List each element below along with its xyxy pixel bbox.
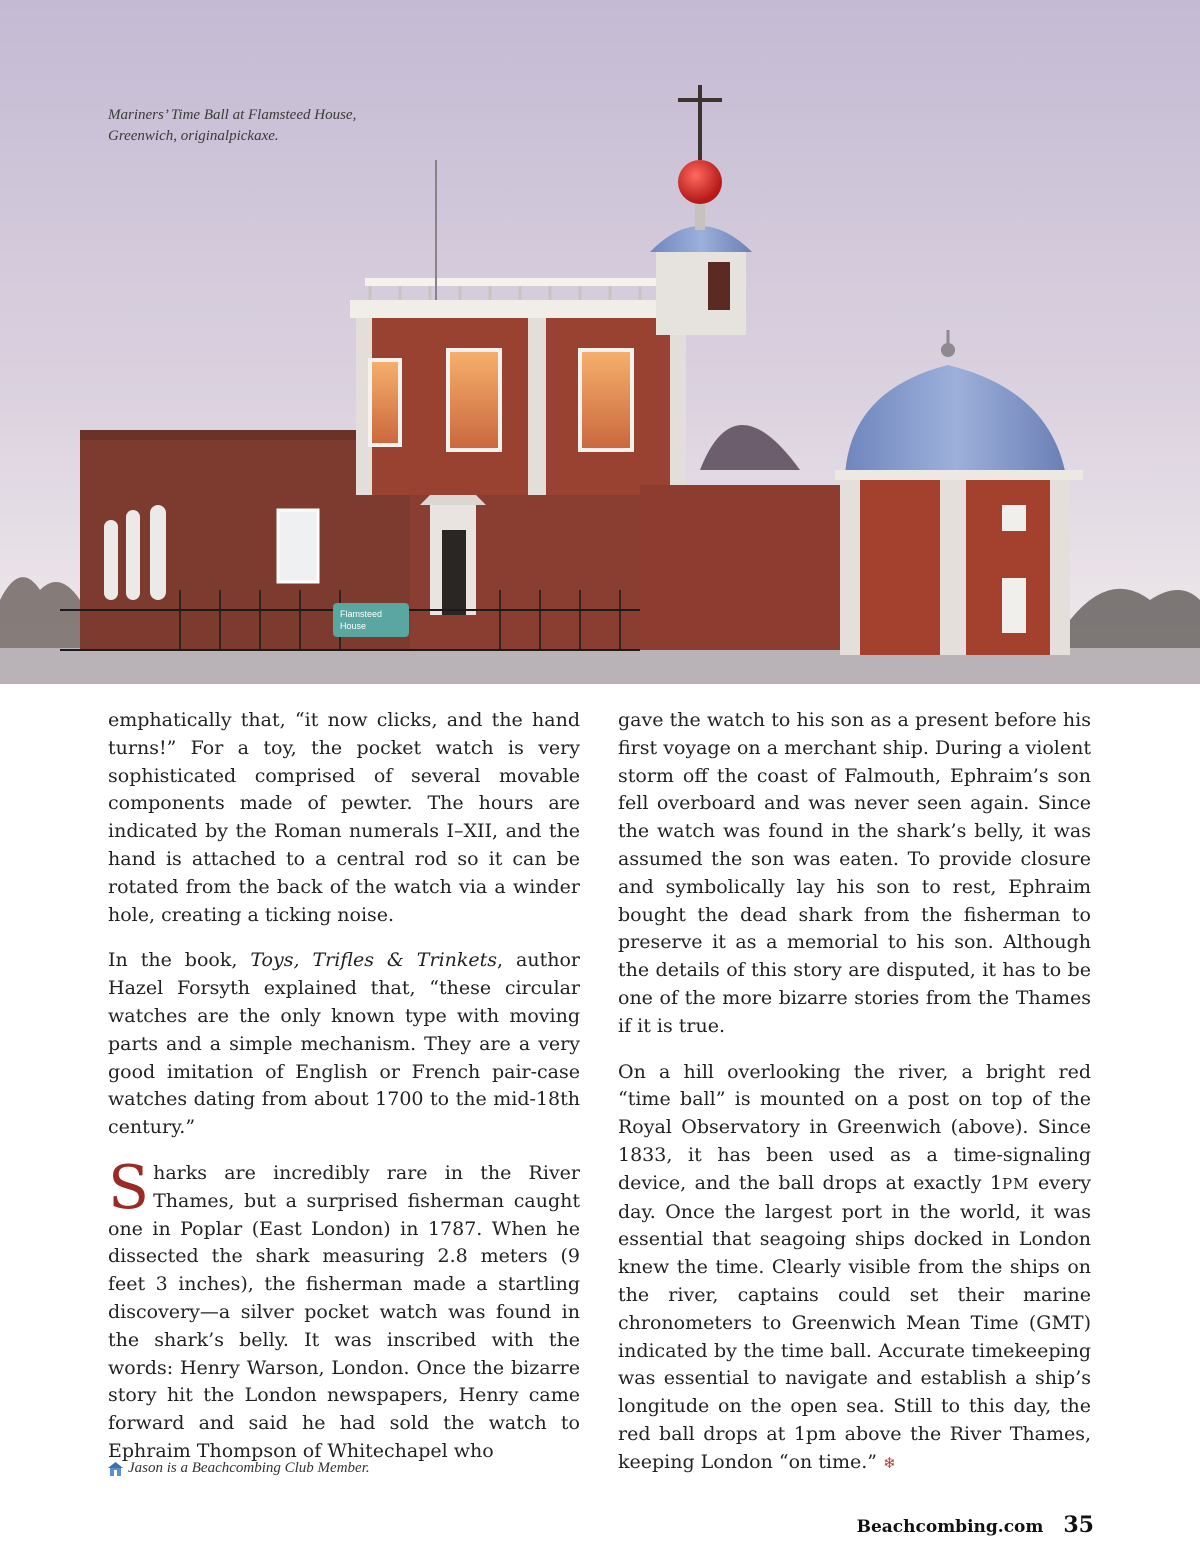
left-p2-text-before: In the book, [108,949,251,972]
page-number: 35 [1063,1512,1094,1538]
snowflake-end-icon: ❄ [883,1453,896,1472]
left-p3-text: harks are incredibly rare in the River Thames, but a surprised fisherman caught one in Poplar (East London) in 1787. When he dissected the shark measuring 2.8 meters (9 feet 3 inches), the fisherman made a startling discovery—a silver pocket watch was found in the shark’s belly. It was inscribed with the words: Henry Warson, London. Once the bizarre story hit the London newspapers, Henry came forward and said he had sold the watch to Ephraim Thompson of Whitechapel who [108,1161,580,1462]
right-p2-text-after: every day. Once the largest port in the world, it was essential that seagoing ships docked in London knew the time. Clearly visible from the ships on the river, captains could set their marine chronometers to Greenwich Mean Time (GMT) indicated by the time ball. Accurate timekeeping was essential to navigate and establish a ship’s longitude on the open sea. Still to this day, the red ball drops at 1pm above the River Thames, keeping London “on time.” [618,1171,1092,1473]
left-paragraph-1: emphatically that, “it now clicks, and the hand turns!” For a toy, the pocket watch is very sophisticated comprised of several movable components made of pewter. The hours are indicated by the Roman numerals I–XII, and the hand is attached to a central rod so it can be rotated from the back of the watch via a winder hole, creating a ticking noise. [108,709,580,926]
right-p2-text-before: On a hill overlooking the river, a bright red “time ball” is mounted on a post on top of the Royal Observatory in Greenwich (above). Since 1833, it has been used as a time-signaling device, and the ball drops at exactly 1 [618,1060,1091,1194]
right-paragraph-1: gave the watch to his son as a present before his first voyage on a merchant ship. During a violent storm off the coast of Falmouth, Ephraim’s son fell overboard and was never seen again. Since the watch was found in the shark’s belly, it was assumed the son was eaten. To provide closure and symbolically lay his son to rest, Ephraim bought the dead shark from the fisherman to preserve it as a memorial to his son. Although the details of this story are disputed, it has to be one of the more bizarre stories from the Thames if it is true. [618,709,1091,1037]
page-footer [857,1512,1094,1538]
sign-text-2: House [340,621,367,631]
drop-cap: S [108,1152,150,1223]
flamsteed-house-illustration [0,0,1200,684]
beach-hut-icon [107,1461,124,1477]
article-column-left [108,707,580,1466]
left-paragraph-2 [108,947,580,1142]
sign-text-1: Flamsteed [340,609,383,619]
left-p2-text-after: , author Hazel Forsyth explained that, “these circular watches are the only known type with moving parts and a simple mechanism. They are a very good imitation of English or French pair-case watches dating from about 1700 to the mid-18th century.” [108,949,580,1139]
left-paragraph-3 [108,1152,580,1466]
hero-photo [0,0,1200,684]
author-bio [107,1460,370,1477]
pm-smallcaps: PM [1002,1174,1030,1193]
site-name[interactable]: Beachcombing.com [856,1517,1044,1537]
photo-caption: Mariners’ Time Ball at Flamsteed House, Greenwich, originalpickaxe. [108,107,357,144]
book-title: Toys, Trifles & Trinkets [250,949,498,972]
article-column-right [618,707,1091,1478]
bio-text: Jason is a Beachcombing Club Member. [128,1460,370,1476]
right-paragraph-2 [618,1059,1091,1478]
